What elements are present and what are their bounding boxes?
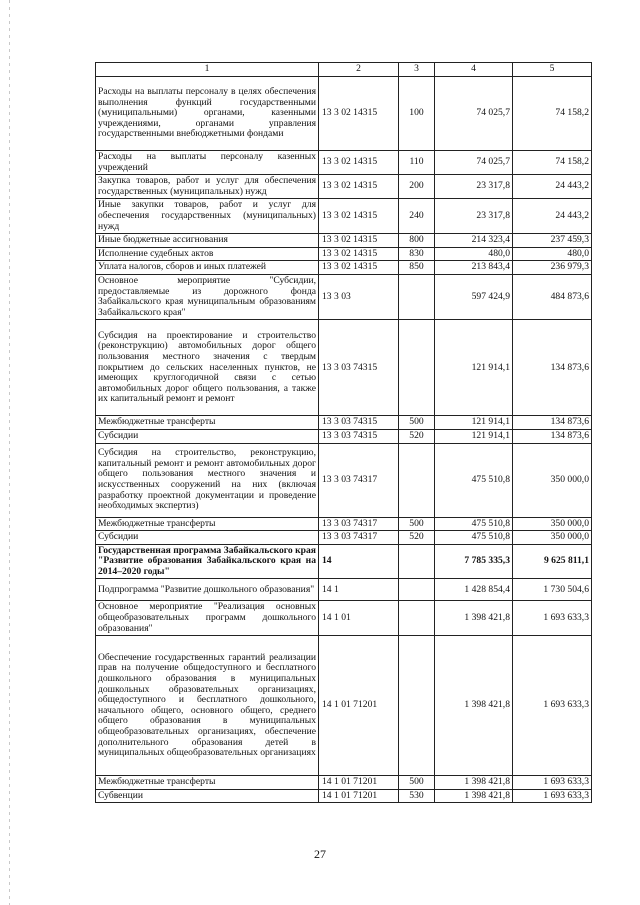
amount-2020: 350 000,0	[513, 517, 592, 531]
kbk-code: 13 3 03 74315	[319, 429, 399, 443]
table-row	[96, 274, 592, 319]
kbk-code: 13 3 02 14315	[319, 175, 399, 199]
column-header: 3	[399, 63, 435, 77]
budget-table	[95, 62, 592, 803]
row-name: Межбюджетные трансферты	[96, 416, 319, 430]
amount-2020: 134 873,6	[513, 416, 592, 430]
table-row	[96, 416, 592, 430]
scan-edge	[9, 0, 10, 905]
expense-type	[399, 579, 435, 601]
row-name: Иные бюджетные ассигнования	[96, 234, 319, 248]
amount-2019: 74 025,7	[435, 151, 513, 175]
amount-2019: 7 785 335,3	[435, 544, 513, 579]
table-row	[96, 443, 592, 517]
amount-2020: 74 158,2	[513, 151, 592, 175]
row-name: Государственная программа Забайкальского края "Развитие образования Забайкальского края на 2014–2020 годы"	[96, 544, 319, 579]
expense-type: 500	[399, 416, 435, 430]
amount-2020: 484 873,6	[513, 274, 592, 319]
amount-2019: 480,0	[435, 247, 513, 261]
table-row	[96, 544, 592, 579]
kbk-code: 14 1	[319, 579, 399, 601]
amount-2020: 134 873,6	[513, 429, 592, 443]
expense-type: 500	[399, 517, 435, 531]
table-row	[96, 517, 592, 531]
amount-2020: 350 000,0	[513, 531, 592, 545]
kbk-code: 13 3 02 14315	[319, 77, 399, 151]
table-row	[96, 429, 592, 443]
amount-2020: 24 443,2	[513, 199, 592, 234]
amount-2019: 1 398 421,8	[435, 789, 513, 803]
amount-2019: 1 428 854,4	[435, 579, 513, 601]
amount-2019: 1 398 421,8	[435, 636, 513, 776]
row-name: Субсидия на проектирование и строительство (реконструкцию) автомобильных дорог общего пользования местного значения с твердым покрытием до сельских населенных пунктов, не имеющих круглогодичной связи с сетью автомобильных дорог общего пользования, а также их капитальный ремонт и ремонт	[96, 320, 319, 416]
kbk-code: 13 3 02 14315	[319, 261, 399, 275]
amount-2019: 213 843,4	[435, 261, 513, 275]
amount-2019: 23 317,8	[435, 175, 513, 199]
row-name: Иные закупки товаров, работ и услуг для обеспечения государственных (муниципальных) нужд	[96, 199, 319, 234]
table-row	[96, 247, 592, 261]
amount-2020: 9 625 811,1	[513, 544, 592, 579]
amount-2019: 597 424,9	[435, 274, 513, 319]
column-header: 5	[513, 63, 592, 77]
kbk-code: 13 3 02 14315	[319, 234, 399, 248]
kbk-code: 13 3 03 74317	[319, 517, 399, 531]
column-header: 1	[96, 63, 319, 77]
expense-type	[399, 443, 435, 517]
expense-type: 100	[399, 77, 435, 151]
column-header: 2	[319, 63, 399, 77]
kbk-code: 14 1 01 71201	[319, 636, 399, 776]
row-name: Подпрограмма "Развитие дошкольного образования"	[96, 579, 319, 601]
expense-type	[399, 601, 435, 636]
amount-2019: 475 510,8	[435, 443, 513, 517]
row-name: Субсидия на строительство, реконструкцию, капитальный ремонт и ремонт автомобильных дорог общего пользования местного значения и искусственных сооружений на них (включая разработку проектной документации и проведение необходимых экспертиз)	[96, 443, 319, 517]
expense-type: 110	[399, 151, 435, 175]
row-name: Межбюджетные трансферты	[96, 776, 319, 790]
row-name: Субсидии	[96, 531, 319, 545]
amount-2019: 121 914,1	[435, 429, 513, 443]
table-row	[96, 601, 592, 636]
table-row	[96, 234, 592, 248]
budget-table-sheet	[95, 62, 591, 803]
amount-2020: 24 443,2	[513, 175, 592, 199]
expense-type	[399, 544, 435, 579]
expense-type: 240	[399, 199, 435, 234]
header-row	[96, 63, 592, 77]
table-row	[96, 151, 592, 175]
expense-type: 520	[399, 531, 435, 545]
table-row	[96, 531, 592, 545]
table-row	[96, 261, 592, 275]
amount-2019: 475 510,8	[435, 517, 513, 531]
row-name: Исполнение судебных актов	[96, 247, 319, 261]
amount-2020: 237 459,3	[513, 234, 592, 248]
amount-2019: 74 025,7	[435, 77, 513, 151]
table-body	[96, 77, 592, 803]
kbk-code: 13 3 03 74317	[319, 531, 399, 545]
kbk-code: 13 3 03	[319, 274, 399, 319]
amount-2019: 121 914,1	[435, 320, 513, 416]
kbk-code: 14 1 01 71201	[319, 776, 399, 790]
amount-2020: 1 730 504,6	[513, 579, 592, 601]
amount-2020: 480,0	[513, 247, 592, 261]
kbk-code: 13 3 03 74315	[319, 320, 399, 416]
table-row	[96, 199, 592, 234]
amount-2019: 1 398 421,8	[435, 601, 513, 636]
amount-2020: 1 693 633,3	[513, 789, 592, 803]
amount-2020: 1 693 633,3	[513, 601, 592, 636]
amount-2019: 23 317,8	[435, 199, 513, 234]
expense-type	[399, 636, 435, 776]
expense-type: 800	[399, 234, 435, 248]
expense-type	[399, 320, 435, 416]
amount-2020: 1 693 633,3	[513, 636, 592, 776]
kbk-code: 13 3 02 14315	[319, 247, 399, 261]
kbk-code: 13 3 02 14315	[319, 151, 399, 175]
page-number: 27	[314, 847, 326, 861]
kbk-code: 14	[319, 544, 399, 579]
row-name: Обеспечение государственных гарантий реализации прав на получение общедоступного и бесплатного дошкольного образования в муниципальных дошкольных образовательных организациях, общедоступного и бесплатного дошкольного, начального общего, основного общего, среднего общего образования в муниципальных общеобразовательных организациях, обеспечение дополнительного образования детей в муниципальных общеобразовательных организациях	[96, 636, 319, 776]
table-row	[96, 175, 592, 199]
table-row	[96, 789, 592, 803]
table-row	[96, 579, 592, 601]
amount-2020: 236 979,3	[513, 261, 592, 275]
row-name: Межбюджетные трансферты	[96, 517, 319, 531]
table-row	[96, 320, 592, 416]
kbk-code: 14 1 01	[319, 601, 399, 636]
row-name: Основное мероприятие "Субсидии, предоставляемые из дорожного фонда Забайкальского края муниципальным образованиям Забайкальского края"	[96, 274, 319, 319]
expense-type	[399, 274, 435, 319]
table-row	[96, 77, 592, 151]
amount-2019: 214 323,4	[435, 234, 513, 248]
table-row	[96, 776, 592, 790]
kbk-code: 13 3 03 74317	[319, 443, 399, 517]
amount-2020: 1 693 633,3	[513, 776, 592, 790]
amount-2020: 134 873,6	[513, 320, 592, 416]
expense-type: 850	[399, 261, 435, 275]
kbk-code: 13 3 03 74315	[319, 416, 399, 430]
row-name: Субвенции	[96, 789, 319, 803]
row-name: Субсидии	[96, 429, 319, 443]
row-name: Расходы на выплаты персоналу в целях обеспечения выполнения функций государственными (муниципальными) органами, казенными учреждениями, органами управления государственными внебюджетными фондами	[96, 77, 319, 151]
amount-2019: 121 914,1	[435, 416, 513, 430]
row-name: Уплата налогов, сборов и иных платежей	[96, 261, 319, 275]
amount-2019: 1 398 421,8	[435, 776, 513, 790]
expense-type: 200	[399, 175, 435, 199]
row-name: Расходы на выплаты персоналу казенных учреждений	[96, 151, 319, 175]
kbk-code: 14 1 01 71201	[319, 789, 399, 803]
expense-type: 520	[399, 429, 435, 443]
row-name: Основное мероприятие "Реализация основных общеобразовательных программ дошкольного образования"	[96, 601, 319, 636]
table-row	[96, 636, 592, 776]
kbk-code: 13 3 02 14315	[319, 199, 399, 234]
amount-2020: 74 158,2	[513, 77, 592, 151]
amount-2019: 475 510,8	[435, 531, 513, 545]
column-header: 4	[435, 63, 513, 77]
expense-type: 500	[399, 776, 435, 790]
amount-2020: 350 000,0	[513, 443, 592, 517]
expense-type: 530	[399, 789, 435, 803]
row-name: Закупка товаров, работ и услуг для обеспечения государственных (муниципальных) нужд	[96, 175, 319, 199]
expense-type: 830	[399, 247, 435, 261]
